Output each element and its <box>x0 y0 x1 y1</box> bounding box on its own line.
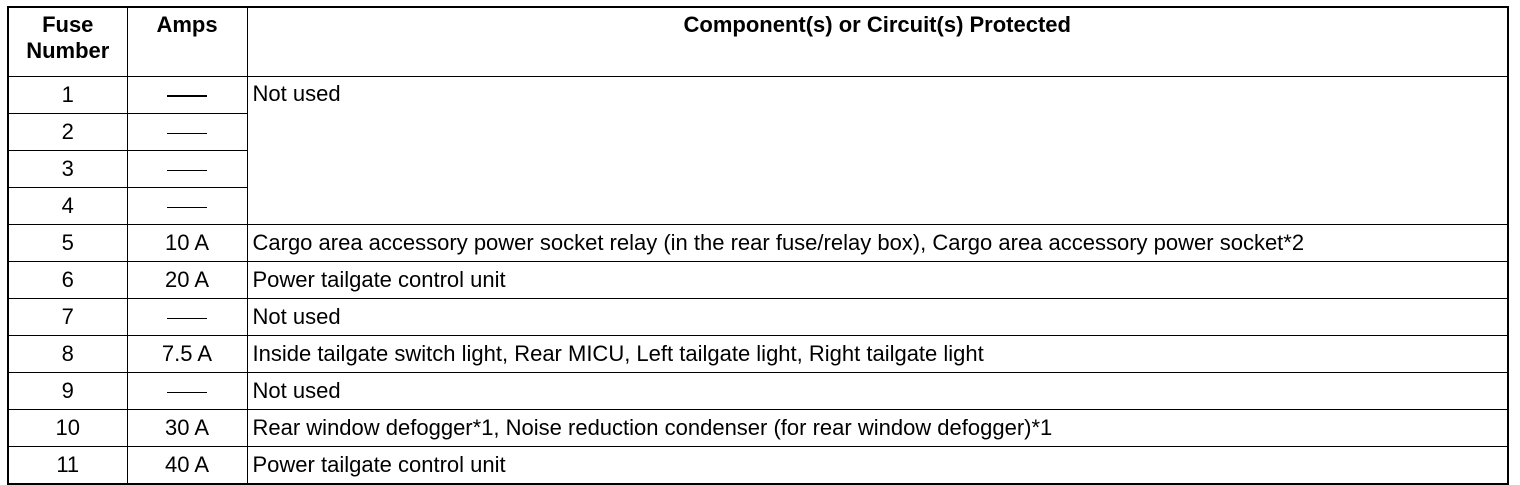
header-fuse-line1: Fuse <box>42 12 94 37</box>
description-cell: Power tailgate control unit <box>247 262 1508 299</box>
table-row <box>8 225 1508 262</box>
description-cell: Cargo area accessory power socket relay (in the rear fuse/relay box), Cargo area accessory power socket*2 <box>247 225 1508 262</box>
fuse-number-cell: 2 <box>8 114 127 151</box>
description-cell: Rear window defogger*1, Noise reduction condenser (for rear window defogger)*1 <box>247 410 1508 447</box>
description-cell: Power tailgate control unit <box>247 447 1508 485</box>
fuse-number-cell: 3 <box>8 151 127 188</box>
table-row <box>8 262 1508 299</box>
table-row <box>8 373 1508 410</box>
table-row <box>8 410 1508 447</box>
fuse-table <box>7 6 1509 485</box>
not-used-dash <box>167 318 207 319</box>
amps-cell <box>127 114 247 151</box>
header-amps: Amps <box>127 7 247 77</box>
amps-cell: 30 A <box>127 410 247 447</box>
fuse-number-cell: 5 <box>8 225 127 262</box>
amps-cell: 7.5 A <box>127 336 247 373</box>
description-cell: Not used <box>247 77 1508 225</box>
header-row <box>8 7 1508 77</box>
amps-cell <box>127 373 247 410</box>
table-row <box>8 336 1508 373</box>
not-used-dash <box>167 207 207 208</box>
fuse-number-cell: 11 <box>8 447 127 485</box>
header-fuse-line2: Number <box>26 38 110 63</box>
description-cell: Not used <box>247 299 1508 336</box>
amps-cell <box>127 299 247 336</box>
fuse-number-cell: 1 <box>8 77 127 114</box>
fuse-number-cell: 10 <box>8 410 127 447</box>
description-cell: Inside tailgate switch light, Rear MICU, Left tailgate light, Right tailgate light <box>247 336 1508 373</box>
amps-cell: 40 A <box>127 447 247 485</box>
amps-cell: 20 A <box>127 262 247 299</box>
amps-cell <box>127 151 247 188</box>
header-protected: Component(s) or Circuit(s) Protected <box>247 7 1508 77</box>
fuse-number-cell: 4 <box>8 188 127 225</box>
fuse-number-cell: 7 <box>8 299 127 336</box>
fuse-number-cell: 8 <box>8 336 127 373</box>
table-row <box>8 447 1508 485</box>
table-row <box>8 77 1508 114</box>
amps-cell <box>127 188 247 225</box>
not-used-dash <box>167 95 207 97</box>
fuse-number-cell: 9 <box>8 373 127 410</box>
not-used-dash <box>167 170 207 171</box>
amps-cell: 10 A <box>127 225 247 262</box>
header-fuse-number <box>8 7 127 77</box>
not-used-dash <box>167 133 207 134</box>
amps-cell <box>127 77 247 114</box>
fuse-number-cell: 6 <box>8 262 127 299</box>
not-used-dash <box>167 392 207 393</box>
description-cell: Not used <box>247 373 1508 410</box>
table-row <box>8 299 1508 336</box>
